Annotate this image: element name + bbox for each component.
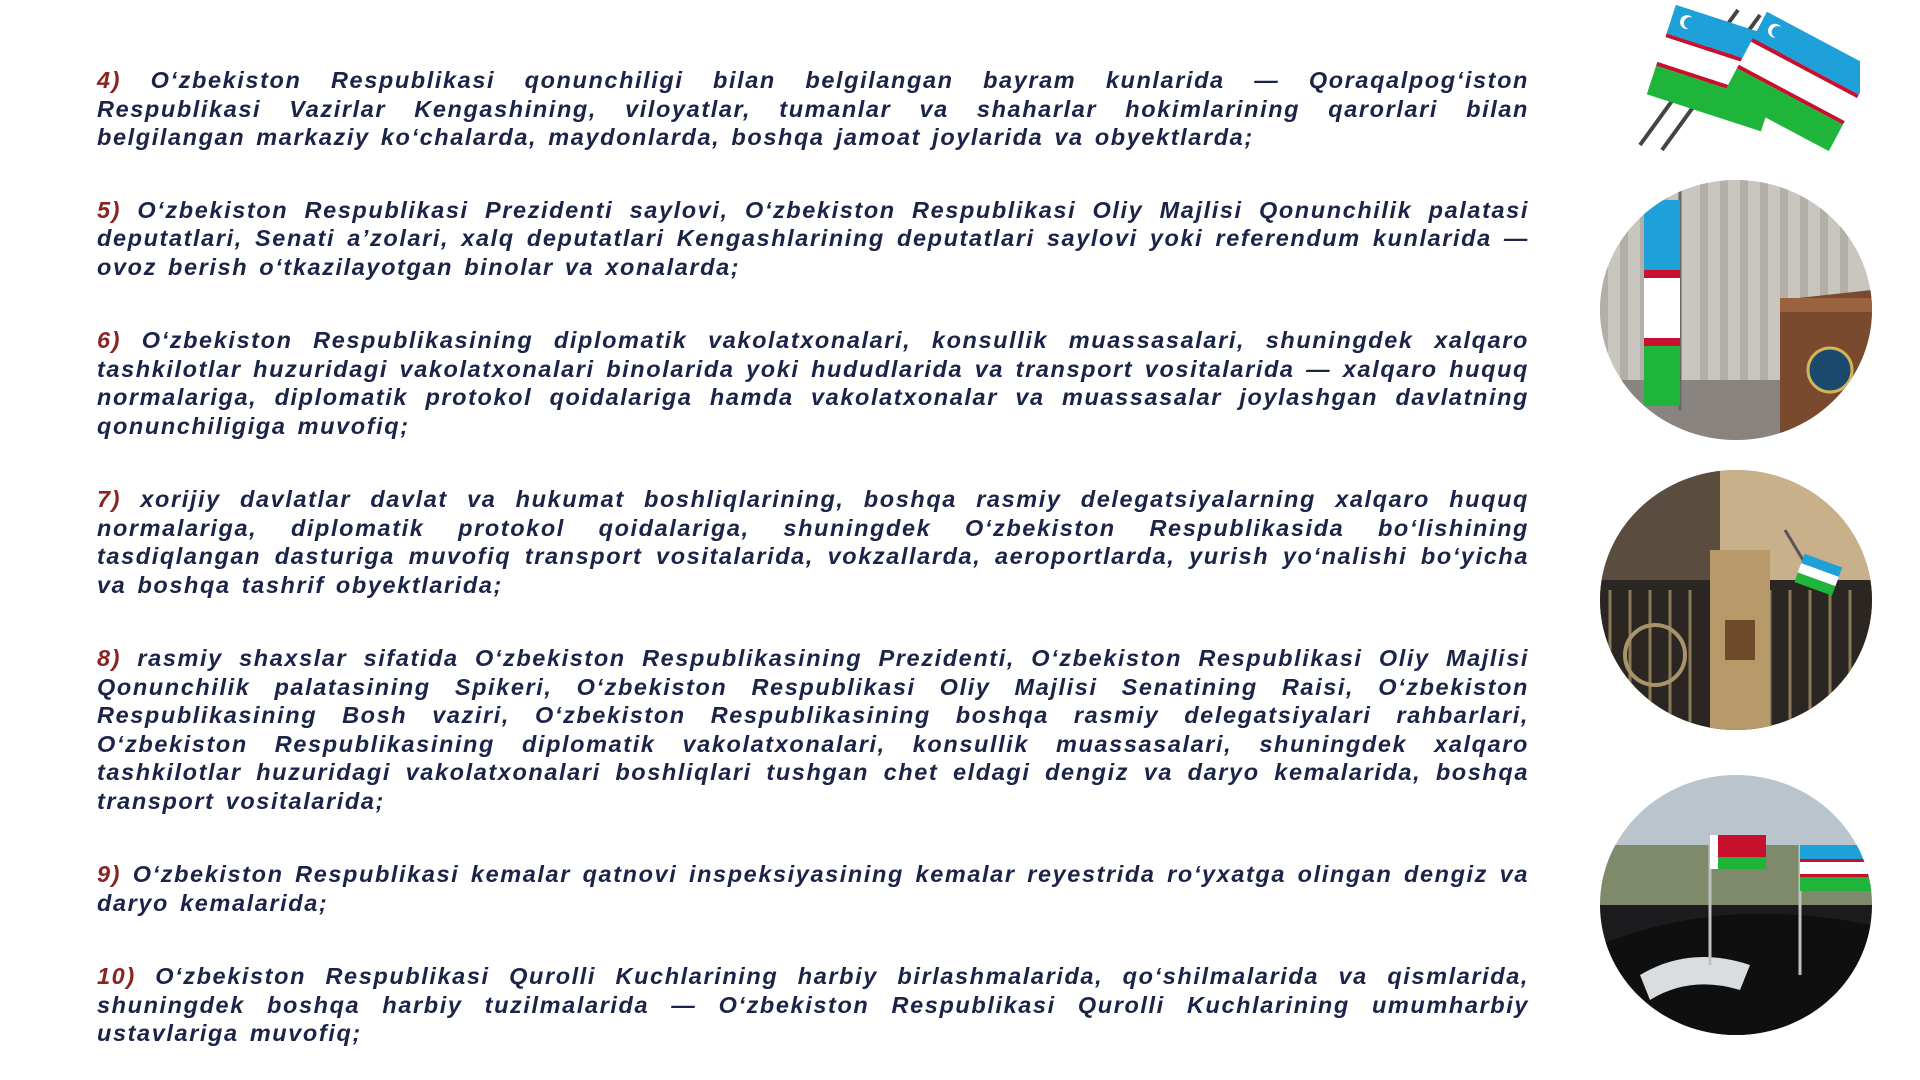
illustration-column (1580, 0, 1920, 1080)
item-number: 9) (97, 861, 122, 887)
item-number: 6) (97, 327, 122, 353)
item-number: 5) (97, 196, 122, 223)
item-number: 7) (97, 486, 122, 512)
item-number: 4) (97, 67, 122, 93)
list-item-6 (97, 326, 1529, 440)
list-item-9 (97, 860, 1529, 917)
item-text: xorijiy davlatlar davlat va hukumat boshliqlarining, boshqa rasmiy delegatsiyalarning xalqaro huquq normalariga, diplomatik protokol qoidalariga, shuningdek O‘zbekiston Respublikasida bo‘lishining tasdiqlangan dasturiga muvofiq transport vositalarida, vokzallarda, aeroportlarda, yurish yo‘nalishi bo‘yicha va boshqa tashrif obyektlarida; (97, 486, 1529, 598)
item-text: rasmiy shaxslar sifatida O‘zbekiston Respublikasining Prezidenti, O‘zbekiston Respublikasi Oliy Majlisi Qonunchilik palatasining Spikeri, O‘zbekiston Respublikasi Oliy Majlisi Senatining Raisi, O‘zbekiston Respublikasining Bosh vaziri, O‘zbekiston Respublikasining boshqa rasmiy delegatsiyalari rahbarlari, O‘zbekiston Respublikasining diplomatik vakolatxonalari, konsullik muassasalari, shuningdek xalqaro tashkilotlar huzuridagi vakolatxonalari boshliqlari tushgan chet eldagi dengiz va daryo kemalarida, boshqa transport vositalarida; (97, 645, 1529, 814)
list-item-8 (97, 644, 1529, 815)
item-text: O‘zbekiston Respublikasining diplomatik vakolatxonalari, konsullik muassasalari, shuningdek xalqaro tashkilotlar huzuridagi vakolatxonalari binolarida yoki hududlarida va transport vositalarida — xalqaro huquq normalariga, diplomatik protokol qoidalariga hamda vakolatxonalar va muassasalar joylashgan davlatning qonunchiligiga muvofiq; (97, 327, 1529, 439)
item-text: O‘zbekiston Respublikasi Qurolli Kuchlarining harbiy birlashmalarida, qo‘shilmalarida va qismlarida, shuningdek boshqa harbiy tuzilmalarida — O‘zbekiston Respublikasi Qurolli Kuchlarining umumharbiy ustavlariga muvofiq; (97, 963, 1529, 1046)
list-item-4 (97, 66, 1529, 152)
document-body (97, 66, 1529, 1048)
item-text: O‘zbekiston Respublikasi kemalar qatnovi inspeksiyasining kemalar reyestrida ro‘yxatga olingan dengiz va daryo kemalarida; (97, 861, 1529, 916)
flag-podium-photo (1600, 180, 1872, 440)
item-number: 10) (97, 963, 136, 989)
item-number: 8) (97, 645, 122, 671)
crossed-flags-icon (1620, 0, 1860, 170)
item-text: O‘zbekiston Respublikasi Prezidenti saylovi, O‘zbekiston Respublikasi Oliy Majlisi Qonunchilik palatasi deputatlari, Senati a’zolari, xalq deputatlari Kengashlarining deputatlari saylovi yoki referendum kunlarida — ovoz berish o‘tkazilayotgan binolar va xonalarda; (97, 196, 1529, 280)
list-item-7 (97, 485, 1529, 599)
embassy-gate-photo (1600, 470, 1872, 730)
list-item-10 (97, 962, 1529, 1048)
list-item-5 (97, 196, 1529, 282)
item-text: O‘zbekiston Respublikasi qonunchiligi bilan belgilangan bayram kunlarida — Qoraqalpog‘iston Respublikasi Vazirlar Kengashining, viloyatlar, tumanlar va shaharlar hokimlarining qarorlari bilan belgilangan markaziy ko‘chalarda, maydonlarda, boshqa jamoat joylarida va obyektlarda; (97, 67, 1529, 150)
car-flags-photo (1600, 775, 1872, 1035)
